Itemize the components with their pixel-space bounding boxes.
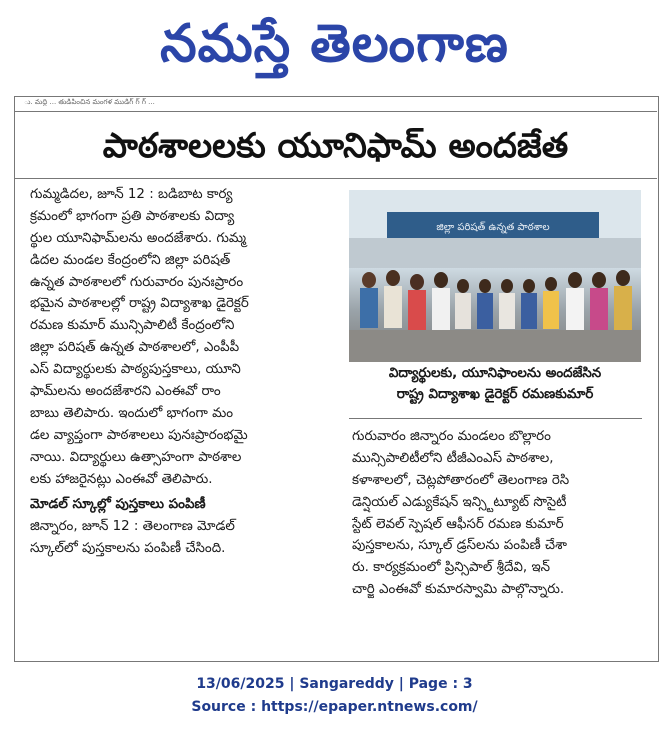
caption-line: విద్యార్థులకు, యూనిఫాంలను అందజేసిన <box>388 366 602 381</box>
body-text-line: రు. కార్యక్రమంలో ప్రిన్సిపాల్ శ్రీదేవి, ఇన్ <box>352 560 551 576</box>
left-column <box>30 184 332 560</box>
right-column <box>352 426 642 601</box>
body-text-line: జిన్నారం, జూన్ 12 : తెలంగాణ మోడల్ <box>30 519 235 535</box>
article-headline: పాఠశాలలకు యూనిఫామ్ అందజేత <box>102 126 569 166</box>
body-text-line: క్రమంలో భాగంగా ప్రతి పాఠశాలకు విద్యా <box>30 208 235 224</box>
body-text-line: ఎస్ విద్యార్థులకు పాఠ్యపుస్తకాలు, యూని <box>30 362 241 378</box>
divider <box>349 418 642 419</box>
body-text-line: స్కూల్‌లో పుస్తకాలను పంపిణీ చేసింది. <box>30 541 226 557</box>
body-text-line: డెన్షియల్ ఎడ్యుకేషన్ ఇన్స్టిట్యూట్ సొసైటీ <box>352 494 567 510</box>
footer-source-link[interactable]: Source : https://epaper.ntnews.com/ <box>191 699 478 715</box>
photo-caption <box>352 363 638 405</box>
body-text-line: మున్సిపాలిటీలోని టీజీఎంఎస్ పాఠశాల, <box>352 450 554 466</box>
divider <box>14 111 657 112</box>
body-text-line: జిల్లా పరిషత్ ఉన్నత పాఠశాలలో, ఎంపీపీ <box>30 340 240 356</box>
body-text-line: రమణ కుమార్ మున్సిపాలిటీ కేంద్రంలోని <box>30 318 235 334</box>
body-text-line: డల వ్యాప్తంగా పాఠశాలలు పునఃప్రారంభమై <box>30 427 248 443</box>
news-photo <box>349 190 641 362</box>
top-strip-text: ు. మద్ది ... తుడిపించిన మంగళ ముడిగ్ గ్ గ్ ... <box>24 98 155 106</box>
body-text-line: ఫామ్‌లను అందజేశారని ఎంఈవో రాం <box>30 384 221 400</box>
body-text-line: ర్థుల యూనిఫామ్‌లను అందజేశారు. గుమ్మ <box>30 230 247 246</box>
caption-line: రాష్ట్ర విద్యాశాఖ డైరెక్టర్ రమణకుమార్ <box>396 387 594 402</box>
body-text-line: గురువారం జిన్నారం మండలం బొల్లారం <box>352 429 551 444</box>
body-text-line: కళాశాలలో, చెట్లపోతారంలో తెలంగాణ రెసి <box>352 472 570 488</box>
body-text-line: బాబు తెలిపారు. ఇందులో భాగంగా మం <box>30 405 234 421</box>
body-text-line: చార్జి ఎంఈవో కుమారస్వామి పాల్గొన్నారు. <box>352 582 565 598</box>
divider <box>14 178 657 179</box>
body-text-line: డిదల మండల కేంద్రంలోని జిల్లా పరిషత్ <box>30 252 231 268</box>
banner-text: జిల్లా పరిషత్ ఉన్నత పాఠశాల <box>436 222 550 233</box>
body-text-line: స్టేట్ లెవల్ స్పెషల్ ఆఫీసర్ రమణ కుమార్ <box>352 516 564 532</box>
people-group <box>360 270 632 330</box>
newspaper-title: నమస్తే తెలంగాణ <box>160 13 509 74</box>
footer-dateline: 13/06/2025 | Sangareddy | Page : 3 <box>196 676 473 692</box>
body-text-line: నాయి. విద్యార్థులు ఉత్సాహంగా పాఠశాల <box>30 449 242 465</box>
body-text-line: గుమ్మడిదల, జూన్ 12 : బడిబాట కార్య <box>30 187 233 202</box>
body-text-line: పుస్తకాలను, స్కూల్ డ్రస్‌లను పంపిణీ చేశా <box>352 538 567 554</box>
subheading: మోడల్ స్కూల్లో పుస్తకాలు పంపిణీ <box>30 497 206 513</box>
body-text-line: భమైన పాఠశాలల్లో రాష్ట్ర విద్యాశాఖ డైరెక్టర్ <box>30 296 249 312</box>
body-text-line: లకు హాజరైనట్లు ఎంఈవో తెలిపారు. <box>30 471 213 487</box>
body-text-line: ఉన్నత పాఠశాలలో గురువారం పునఃప్రారం <box>30 274 244 290</box>
masthead <box>0 0 669 88</box>
